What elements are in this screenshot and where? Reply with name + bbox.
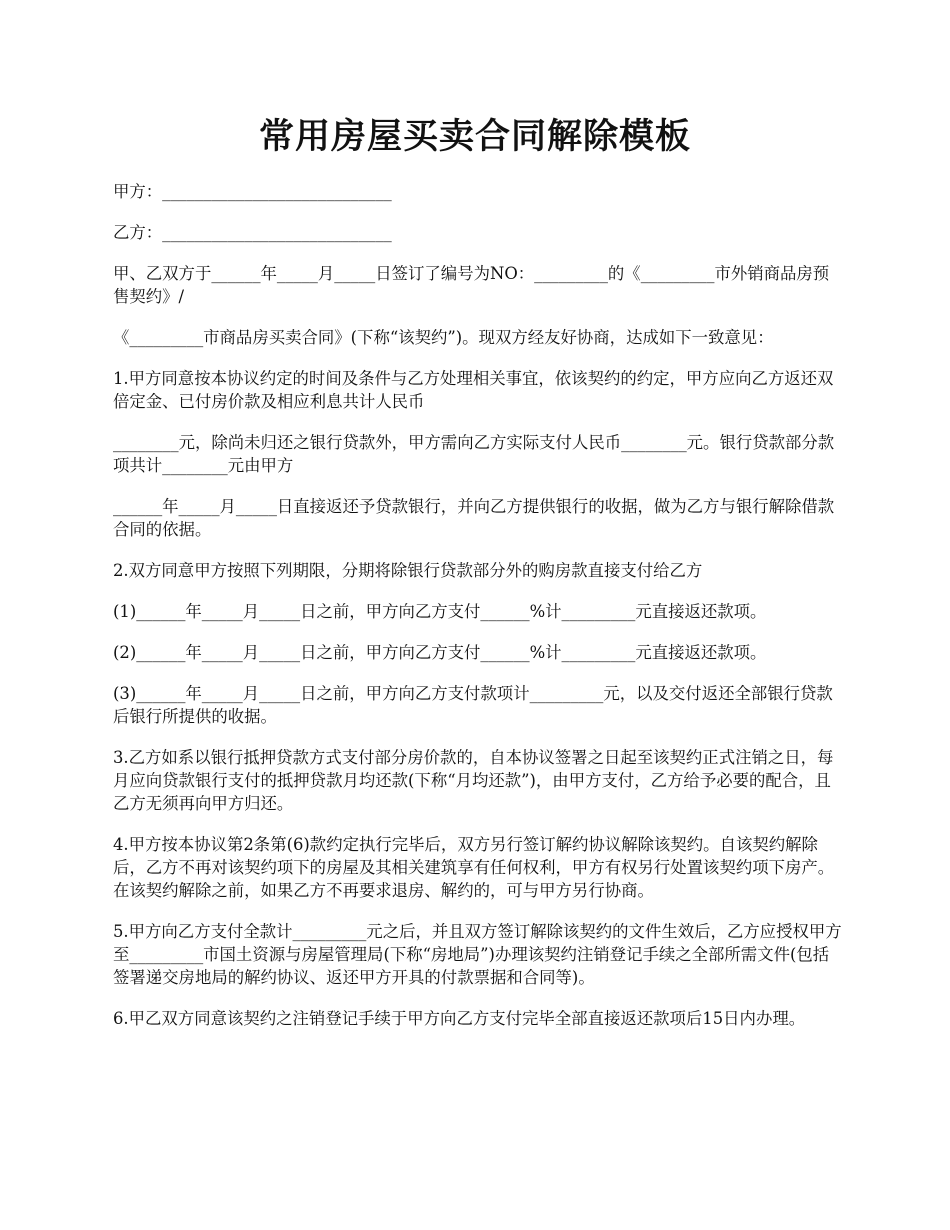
- clause-1-date: ______年_____月_____日直接返还予贷款银行，并向乙方提供银行的收据，做为乙方与银行解除借款合同的依据。: [113, 497, 835, 539]
- clause-1: 1.甲方同意按本协议约定的时间及条件与乙方处理相关事宜，依该契约的约定，甲方应向乙方返还双倍定金、已付房价款及相应利息共计人民币: [113, 369, 834, 411]
- clause-1-amounts: ________元，除尚未归还之银行贷款外，甲方需向乙方实际支付人民币________元。银行贷款部分款项共计________元由甲方: [113, 433, 835, 475]
- clause-2-installment-3: (3)______年_____月_____日之前，甲方向乙方支付款项计_________元，以及交付返还全部银行贷款后银行所提供的收据。: [113, 684, 833, 726]
- clause-2: 2.双方同意甲方按照下列期限，分期将除银行贷款部分外的购房款直接支付给乙方: [113, 561, 703, 580]
- document-body: [113, 180, 843, 1048]
- party-b-line: 乙方：____________________________: [113, 223, 392, 242]
- intro-paragraph-continued: 《_________市商品房买卖合同》(下称“该契约”)。现双方经友好协商，达成如下一致意见：: [113, 328, 774, 347]
- document-title: 常用房屋买卖合同解除模板: [258, 116, 691, 157]
- clause-2-installment-2: (2)______年_____月_____日之前，甲方向乙方支付______%计_________元直接返还款项。: [113, 643, 767, 662]
- party-a-line: 甲方：____________________________: [113, 182, 392, 201]
- clause-2-installment-1: (1)______年_____月_____日之前，甲方向乙方支付______%计_________元直接返还款项。: [113, 602, 767, 621]
- clause-4: 4.甲方按本协议第2条第(6)款约定执行完毕后，双方另行签订解约协议解除该契约。自该契约解除后，乙方不再对该契约项下的房屋及其相关建筑享有任何权利，甲方有权另行处置该契约项下房产。在该契约解除之前，如果乙方不再要求退房、解约的，可与甲方另行协商。: [113, 835, 835, 900]
- clause-3: 3.乙方如系以银行抵押贷款方式支付部分房价款的，自本协议签署之日起至该契约正式注销之日，每月应向贷款银行支付的抵押贷款月均还款(下称“月均还款”)，由甲方支付，乙方给予必要的配合，且乙方无须再向甲方归还。: [113, 748, 834, 813]
- clause-5: 5.甲方向乙方支付全款计_________元之后，并且双方签订解除该契约的文件生效后，乙方应授权甲方至_________市国土资源与房屋管理局(下称“房地局”)办理该契约注销登记手续之全部所需文件(包括签署递交房地局的解约协议、返还甲方开具的付款票据和合同等)。: [113, 922, 842, 987]
- clause-6: 6.甲乙双方同意该契约之注销登记手续于甲方向乙方支付完毕全部直接返还款项后15日内办理。: [113, 1009, 806, 1028]
- intro-paragraph: 甲、乙双方于______年_____月_____日签订了编号为NO：_________的《_________市外销商品房预售契约》/: [113, 264, 830, 306]
